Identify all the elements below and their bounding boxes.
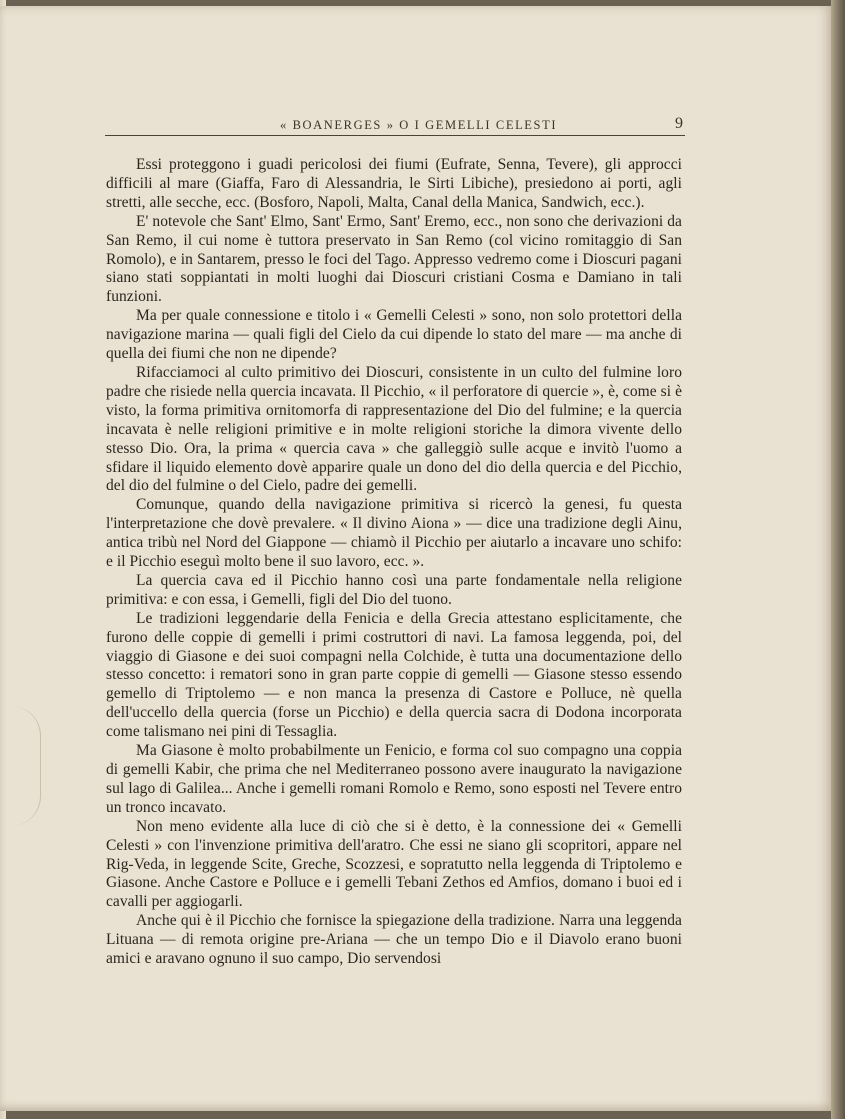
- page-edge: [831, 0, 845, 1119]
- paragraph: E' notevole che Sant' Elmo, Sant' Ermo, Sant' Eremo, ecc., non sono che derivazioni da San Remo, il cui nome è tuttora preservato in San Remo (col vicino romitaggio di San Romolo), e in Santarem, presso le foci del Tago. Appresso vedremo come i Dioscuri pagani siano stati soppiantati in molti luoghi dai Dioscuri cristiani Cosma e Damiano in tali funzioni.: [106, 212, 682, 306]
- header-rule: [105, 135, 685, 136]
- paragraph: La quercia cava ed il Picchio hanno così una parte fondamentale nella religione primitiva: e con essa, i Gemelli, figli del Dio del tuono.: [106, 571, 682, 608]
- paragraph: Ma Giasone è molto probabilmente un Fenicio, e forma col suo compagno una coppia di gemelli Kabir, che prima che nel Mediterraneo possono avere inaugurato la navigazione sul lago di Galilea... Anche i gemelli romani Romolo e Remo, sono esposti nel Tevere entro un tronco incavato.: [106, 742, 682, 816]
- page-number: 9: [675, 115, 683, 132]
- page-header: [105, 112, 685, 136]
- paragraph: Le tradizioni leggendarie della Fenicia e della Grecia attestano esplicitamente, che furono delle coppie di gemelli i primi costruttori di navi. La famosa leggenda, poi, del viaggio di Giasone e dei suoi compagni nella Colchide, è tutta una documentazione dello stesso concetto: i rematori sono in gran parte coppie di gemelli — Giasone stesso essendo gemello di Triptolemo — e non manca la presenza di Castore e Polluce, nè quella dell'uccello della quercia (forse un Picchio) e della quercia sacra di Dodona incorporata come talismano nei pini di Tessaglia.: [106, 609, 682, 741]
- running-head: « BOANERGES » O I GEMELLI CELESTI: [280, 118, 558, 132]
- paragraph: Rifacciamoci al culto primitivo dei Dioscuri, consistente in un culto del fulmine loro padre che risiede nella quercia incavata. Il Picchio, « il perforatore di quercie », è, come si è visto, la forma primitiva ornitomorfa di rappresentazione del Dio del fulmine; e la quercia incavata è nelle religioni primitive e in molte religioni storiche la dimora vivente dello stesso Dio. Ora, la prima « quercia cava » che galleggiò sulle acque e invitò l'uomo a sfidare il liquido elemento dovè apparire quale un dono del dio della quercia e del Picchio, del dio del fulmine o del Cielo, padre dei gemelli.: [106, 363, 682, 495]
- paragraph: Ma per quale connessione e titolo i « Gemelli Celesti » sono, non solo protettori della navigazione marina — quali figli del Cielo da cui dipende lo stato del mare — ma anche di quella dei fiumi che non ne dipende?: [106, 307, 682, 363]
- paragraph: Non meno evidente alla luce di ciò che si è detto, è la connessione dei « Gemelli Celesti » con l'invenzione primitiva dell'aratro. Che essi ne siano gli scopritori, appare nel Rig-Veda, in leggende Scite, Greche, Scozzesi, e sopratutto nella leggenda di Triptolemo e Giasone. Anche Castore e Polluce e i gemelli Tebani Zethos ed Amfios, domano i buoi ed i cavalli per aggiogarli.: [106, 817, 682, 911]
- paragraph: Anche qui è il Picchio che fornisce la spiegazione della tradizione. Narra una leggenda Lituana — di remota origine pre-Ariana — che un tempo Dio e il Diavolo erano buoni amici e aravano ognuno il suo campo, Dio servendosi: [106, 912, 682, 968]
- paragraph: Comunque, quando della navigazione primitiva si ricercò la genesi, fu questa l'interpretazione che dovè prevalere. « Il divino Aiona » — dice una tradizione degli Ainu, antica tribù nel Nord del Giappone — chiamò il Picchio per aiutarlo a incavare uno schifo: e il Picchio eseguì molto bene il suo lavoro, ecc. ».: [106, 496, 682, 571]
- body-text: [106, 156, 682, 969]
- page-stain: [0, 706, 41, 826]
- paragraph: Essi proteggono i guadi pericolosi dei fiumi (Eufrate, Senna, Tevere), gli approcci difficili al mare (Giaffa, Faro di Alessandria, le Sirti Libiche), presiedono ai porti, agli stretti, alle secche, ecc. (Bosforo, Napoli, Malta, Canal della Manica, Sandwich, ecc.).: [106, 156, 682, 211]
